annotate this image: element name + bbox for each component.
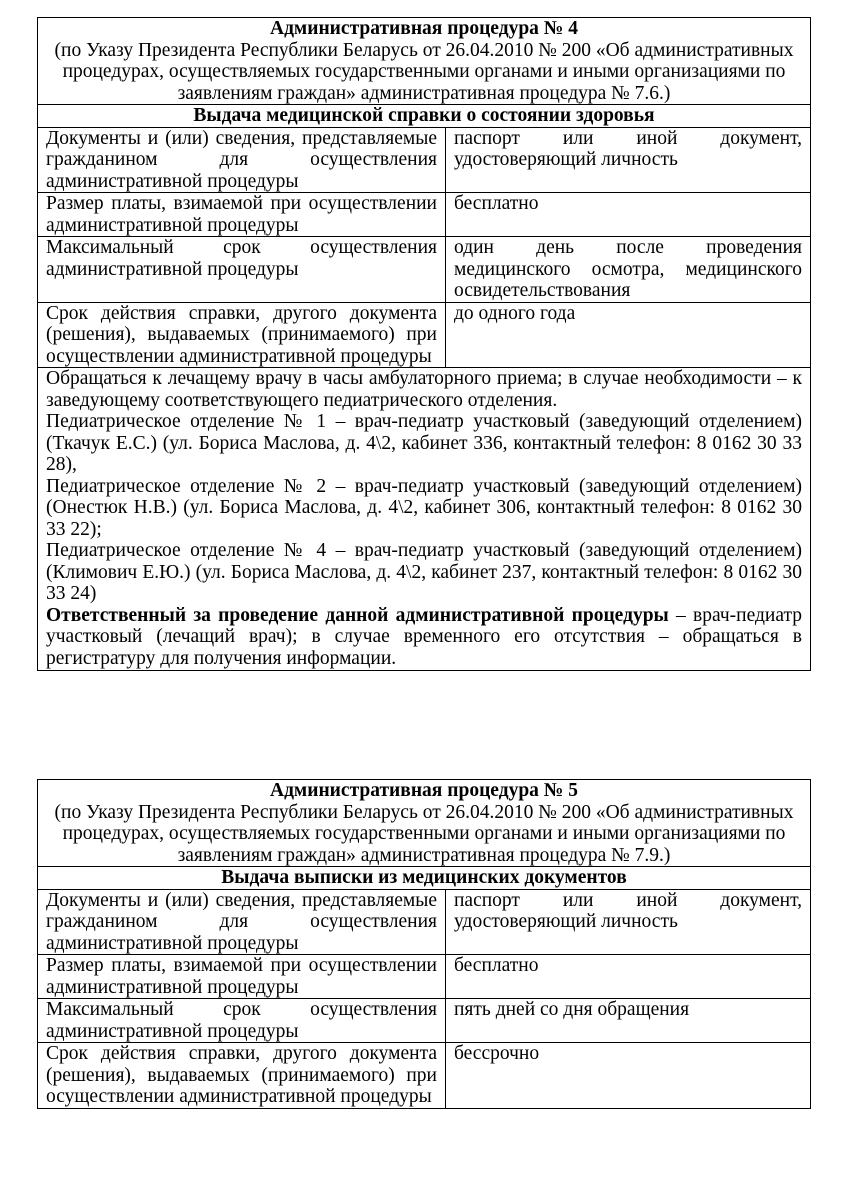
procedure-4-header — [38, 18, 811, 105]
procedure-5-row-max-term — [38, 999, 811, 1043]
procedure-5-header — [38, 780, 811, 867]
procedure-5-title: Административная процедура № 5 — [269, 780, 579, 801]
procedure-4-header-row — [38, 18, 811, 105]
procedure-4-title: Административная процедура № 4 — [269, 18, 579, 39]
row-label: Максимальный срок осуществления административной процедуры — [38, 237, 446, 303]
row-label: Документы и (или) сведения, представляемые гражданином для осуществления административной процедуры — [38, 889, 446, 955]
procedure-4-table — [37, 17, 811, 671]
procedure-4-row-max-term — [38, 237, 811, 303]
note-paragraph: Педиатрическое отделение № 1 – врач-педиатр участковый (заведующий отделением) (Ткачук Е.С.) (ул. Бориса Маслова, д. 4\2, кабинет 336, контактный телефон: 8 0162 30 33 28), — [46, 411, 802, 475]
procedure-4-row-documents — [38, 127, 811, 193]
row-value: паспорт или иной документ, удостоверяющий личность — [446, 127, 811, 193]
procedure-5-row-validity — [38, 1043, 811, 1109]
row-label: Срок действия справки, другого документа (решения), выдаваемых (принимаемого) при осуществлении административной процедуры — [38, 1043, 446, 1109]
note-paragraph: Обращаться к лечащему врачу в часы амбулаторного приема; в случае необходимости – к заведующему соответствующего педиатрического отделения. — [46, 368, 802, 411]
row-value: бессрочно — [446, 1043, 811, 1109]
row-value: до одного года — [446, 302, 811, 368]
procedure-5-header-row — [38, 780, 811, 867]
procedure-4-row-validity — [38, 302, 811, 368]
row-label: Размер платы, взимаемой при осуществлении административной процедуры — [38, 955, 446, 999]
row-value: бесплатно — [446, 193, 811, 237]
row-value: один день после проведения медицинского осмотра, медицинского освидетельствования — [446, 237, 811, 303]
row-value: пять дней со дня обращения — [446, 999, 811, 1043]
row-value: бесплатно — [446, 955, 811, 999]
procedure-4-service-row — [38, 105, 811, 128]
note-paragraph: Педиатрическое отделение № 4 – врач-педиатр участковый (заведующий отделением) (Климович Е.Ю.) (ул. Бориса Маслова, д. 4\2, кабинет 237, контактный телефон: 8 0162 30 33 24) — [46, 540, 802, 604]
responsible-paragraph — [46, 605, 802, 671]
procedure-4-notes-row — [38, 368, 811, 671]
procedure-5-service-row — [38, 867, 811, 890]
row-label: Документы и (или) сведения, представляемые гражданином для осуществления административной процедуры — [38, 127, 446, 193]
note-paragraph: Педиатрическое отделение № 2 – врач-педиатр участковый (заведующий отделением) (Онестюк Н.В.) (ул. Бориса Маслова, д. 4\2, кабинет 306, контактный телефон: 8 0162 30 33 22); — [46, 475, 802, 540]
responsible-text: – врач-педиатр участковый (лечащий врач); в случае временного его отсутствия – обращаться в регистратуру для получения информации. — [46, 604, 803, 669]
procedure-4-row-fee — [38, 193, 811, 237]
procedure-4-notes — [38, 368, 811, 671]
procedure-5-table — [37, 779, 811, 1109]
row-label: Размер платы, взимаемой при осуществлении административной процедуры — [38, 193, 446, 237]
row-label: Срок действия справки, другого документа (решения), выдаваемых (принимаемого) при осуществлении административной процедуры — [38, 302, 446, 368]
procedure-5-service-title: Выдача выписки из медицинских документов — [38, 867, 811, 890]
procedure-4-service-title: Выдача медицинской справки о состоянии здоровья — [38, 105, 811, 128]
procedure-4-subtitle: (по Указу Президента Республики Беларусь от 26.04.2010 № 200 «Об административных процедурах, осуществляемых государственными органами и иными организациями по заявлениям граждан» административная процедура № 7.6.) — [54, 39, 794, 104]
procedure-5-row-documents — [38, 889, 811, 955]
procedure-5-row-fee — [38, 955, 811, 999]
procedure-5-subtitle: (по Указу Президента Республики Беларусь от 26.04.2010 № 200 «Об административных процедурах, осуществляемых государственными органами и иными организациями по заявлениям граждан» административная процедура № 7.9.) — [54, 801, 794, 866]
row-value: паспорт или иной документ, удостоверяющий личность — [446, 889, 811, 955]
row-label: Максимальный срок осуществления административной процедуры — [38, 999, 446, 1043]
responsible-heading: Ответственный за проведение данной административной процедуры — [46, 604, 669, 626]
